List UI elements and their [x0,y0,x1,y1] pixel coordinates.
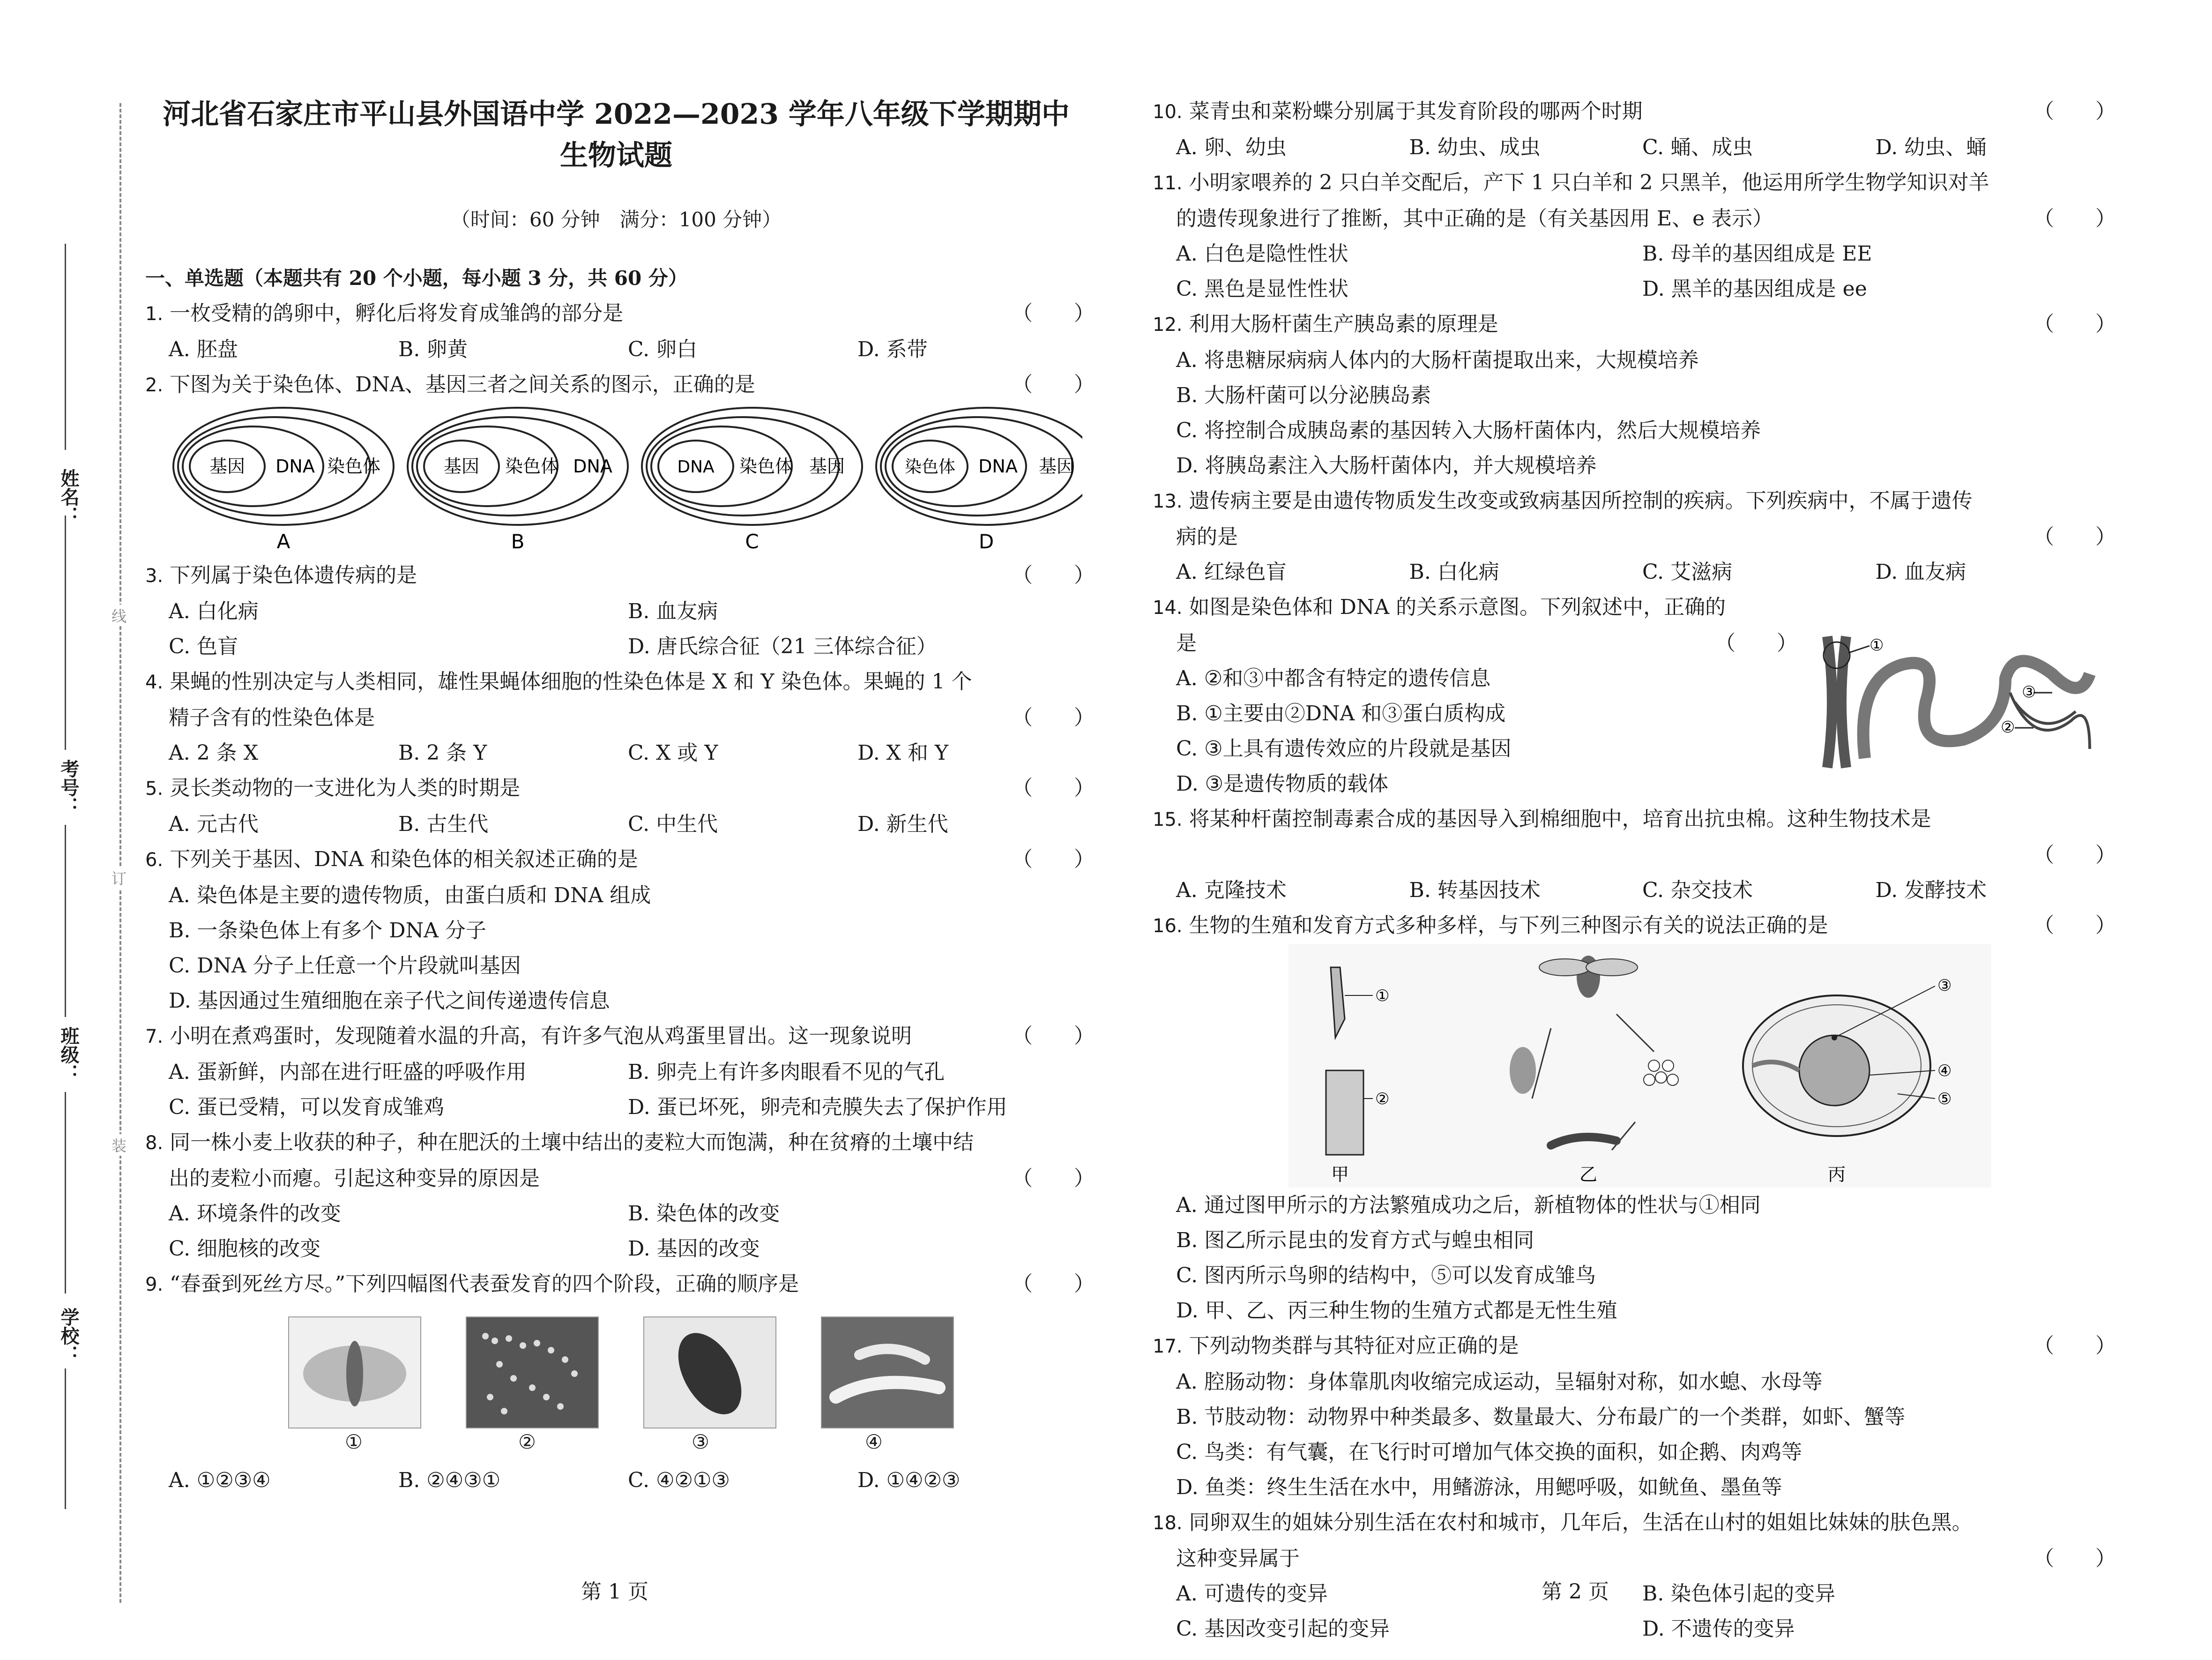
exam-title-line2: 生物试题 [560,139,672,172]
option: C. X 或 Y [628,741,718,765]
option: B. 图乙所示昆虫的发育方式与蝗虫相同 [1176,1228,1534,1252]
figure-mark: ③ [1937,976,1952,995]
q15-options [1153,873,2108,908]
option: C. ③上具有遗传效应的片段就是基因 [1176,737,1512,761]
question-16 [1153,908,2116,944]
answer-bracket: （ ） [2033,1334,2116,1358]
q3-options-row1 [145,594,1087,629]
question-text: 灵长类动物的一支进化为人类的时期是 [170,776,521,800]
question-7 [145,1018,1095,1054]
option: B. 血友病 [628,599,718,623]
option: A. 通过图甲所示的方法繁殖成功之后，新植物体的性状与①相同 [1176,1193,1761,1217]
question-4 [145,664,1087,700]
school-blank-top [65,1092,66,1294]
venn-c-middle: 染色体 [739,456,793,477]
question-number: 6. [145,849,164,871]
venn-a-inner: 基因 [209,456,246,477]
question-number: 1. [145,303,164,325]
exam-no-blank-top [65,516,66,750]
option: D. 鱼类：终生生活在水中，用鳍游泳，用鳃呼吸，如鱿鱼、墨鱼等 [1176,1475,1782,1499]
option: C. 艾滋病 [1642,560,1733,584]
binding-mark-xian: 线 [112,605,127,626]
figure-label: 丙 [1827,1164,1846,1185]
option: D. 蛋已坏死，卵壳和壳膜失去了保护作用 [628,1095,1007,1119]
photo-label: ① [345,1430,363,1453]
q9-photos [145,1302,1087,1430]
option: A. 蛋新鲜，内部在进行旺盛的呼吸作用 [169,1060,527,1084]
question-text: 一枚受精的鸽卵中，孵化后将发育成雏鸽的部分是 [170,301,624,325]
option: C. 黑色是显性性状 [1176,277,1349,301]
option: A. 腔肠动物：身体靠肌肉收缩完成运动，呈辐射对称，如水螅、水母等 [1176,1370,1823,1394]
question-2 [145,367,1095,403]
question-number: 2. [145,374,164,396]
question-1 [145,296,1095,332]
question-14-cont [1153,626,1797,661]
question-text: 同一株小麦上收获的种子，种在肥沃的土壤中结出的麦粒大而饱满，种在贫瘠的土壤中结 [170,1130,974,1154]
option: C. 卵白 [628,337,698,361]
option: A. 环境条件的改变 [169,1202,341,1226]
question-13 [1153,483,2108,519]
option: D. 甲、乙、丙三种生物的生殖方式都是无性生殖 [1176,1299,1617,1323]
option: C. ④②①③ [628,1468,730,1492]
question-number: 15. [1153,809,1183,830]
question-number: 12. [1153,314,1183,336]
figure-mark: ② [1375,1090,1390,1108]
figure-mark: ① [1375,987,1390,1005]
figure-label: 乙 [1579,1164,1598,1185]
question-number: 10. [1153,101,1183,123]
question-number: 9. [145,1274,164,1295]
q8-options-row1 [145,1196,1087,1231]
figure-mark: ④ [1937,1062,1952,1080]
question-text: 如图是染色体和 DNA 的关系示意图。下列叙述中，正确的 [1189,595,1726,619]
option: B. ①主要由②DNA 和③蛋白质构成 [1176,702,1506,725]
photo-label: ② [518,1430,536,1453]
venn-c-letter: C [745,530,759,553]
binding-margin [0,0,141,1660]
q13-options [1153,554,2108,590]
option: D. 发酵技术 [1875,878,1987,902]
option: A. 白化病 [169,599,259,623]
question-15-bracket-line [1153,837,2116,873]
venn-b-outer: DNA [573,456,612,477]
answer-bracket: （ ） [2033,99,2116,123]
q4-options [145,735,1087,770]
question-3 [145,558,1095,594]
option: B. 2 条 Y [398,741,487,765]
option: D. 基因的改变 [628,1237,760,1261]
question-number: 18. [1153,1512,1183,1534]
option: A. 克隆技术 [1176,878,1287,902]
venn-a-outer: 染色体 [327,456,381,477]
question-text: 利用大肠杆菌生产胰岛素的原理是 [1189,312,1498,336]
question-11-cont [1153,201,2116,236]
option: D. 将胰岛素注入大肠杆菌体内，并大规模培养 [1176,454,1597,478]
name-blank [65,244,66,450]
question-text: 小明家喂养的 2 只白羊交配后，产下 1 只白羊和 2 只黑羊，他运用所学生物学知识对羊 [1189,171,1989,194]
question-11 [1153,165,2108,201]
question-number: 7. [145,1026,164,1047]
binding-dashed-line [119,103,121,1603]
venn-c-inner: DNA [677,457,715,477]
option: B. 节肢动物：动物界中种类最多、数量最大、分布最广的一个类群，如虾、蟹等 [1176,1405,1906,1429]
question-5 [145,770,1095,807]
question-text: 同卵双生的姐妹分别生活在农村和城市，几年后，生活在山村的姐姐比妹妹的肤色黑。 [1189,1510,1973,1534]
option: A. 元古代 [169,812,259,836]
option: C. 杂交技术 [1642,878,1753,902]
option: B. 转基因技术 [1409,878,1541,902]
option: C. 蛋已受精，可以发育成雏鸡 [169,1095,445,1119]
venn-d-letter: D [978,530,994,553]
diagram-mark: ① [1869,636,1884,655]
figure-label: 甲 [1331,1164,1349,1185]
option: B. 一条染色体上有多个 DNA 分子 [169,919,486,942]
q1-options [145,332,1087,367]
question-8-cont [145,1161,1095,1196]
question-number: 8. [145,1132,164,1154]
question-8 [145,1125,1087,1161]
option: C. 蛹、成虫 [1642,135,1753,159]
option: B. 卵黄 [398,337,468,361]
answer-bracket: （ ） [1012,1166,1095,1190]
question-18-cont [1153,1541,2116,1576]
option: B. 古生代 [398,812,489,836]
option: C. 细胞核的改变 [169,1237,321,1261]
option: B. 幼虫、成虫 [1409,135,1541,159]
answer-bracket: （ ） [2033,1547,2116,1570]
exam-title-line1: 河北省石家庄市平山县外国语中学 2022—2023 学年八年级下学期期中 [163,98,1070,131]
answer-bracket: （ ） [2033,843,2116,867]
answer-bracket: （ ） [1715,631,1797,655]
option: D. 血友病 [1875,560,1966,584]
question-text: 小明在煮鸡蛋时，发现随着水温的升高，有许多气泡从鸡蛋里冒出。这一现象说明 [170,1024,912,1048]
question-15 [1153,801,2108,837]
question-text: 生物的生殖和发育方式多种多样，与下列三种图示有关的说法正确的是 [1189,913,1828,937]
option: A. 白色是隐性性状 [1176,242,1348,266]
q16-figures [1288,944,1991,1188]
option: D. 幼虫、蛹 [1875,135,1987,159]
venn-b-letter: B [511,530,525,553]
answer-bracket: （ ） [1012,706,1095,730]
exam-subtitle: （时间：60 分钟 满分：100 分钟） [450,208,782,231]
question-text-cont: 这种变异属于 [1176,1547,1300,1570]
photo-label: ④ [865,1430,883,1453]
option: C. DNA 分子上任意一个片段就叫基因 [169,954,521,978]
q18-options-row1 [1153,1576,2108,1611]
option: D. 黑羊的基因组成是 ee [1642,277,1867,301]
silkmoth-photo [288,1316,421,1428]
answer-bracket: （ ） [1012,563,1095,587]
question-12 [1153,307,2116,343]
question-text: 下列关于基因、DNA 和染色体的相关叙述正确的是 [170,847,638,871]
option: B. ②④③① [398,1468,501,1492]
question-number: 17. [1153,1336,1183,1357]
question-text: 遗传病主要是由遗传物质发生改变或致病基因所控制的疾病。下列疾病中，不属于遗传 [1189,489,1973,513]
option: A. 染色体是主要的遗传物质，由蛋白质和 DNA 组成 [169,883,651,907]
figure-mark: ⑤ [1937,1090,1952,1108]
answer-bracket: （ ） [1012,847,1095,871]
question-14-block [1153,590,2108,801]
option: A. 2 条 X [169,741,259,765]
chromosome-dna-diagram [1809,608,2099,786]
q8-options-row2 [145,1231,1087,1266]
q10-options [1153,130,2108,165]
option: C. 鸟类：有气囊，在飞行时可增加气体交换的面积，如企鹅、肉鸡等 [1176,1440,1802,1464]
question-text: 下列动物类群与其特征对应正确的是 [1189,1334,1519,1358]
question-text-cont: 出的麦粒小而瘪。引起这种变异的原因是 [169,1166,540,1190]
option: D. 新生代 [857,812,948,836]
q2-venn-diagrams [145,403,1082,558]
option: D. ①④②③ [857,1468,961,1492]
question-13-cont [1153,519,2116,554]
q3-options-row2 [145,629,1087,664]
page-number-1: 第 1 页 [581,1580,648,1604]
exam-no-label: 考号： [58,759,80,815]
question-number: 13. [1153,491,1183,512]
option: A. ①②③④ [169,1468,271,1492]
answer-bracket: （ ） [1012,301,1095,325]
venn-c-outer: 基因 [809,456,845,477]
option: C. 图丙所示鸟卵的结构中，⑤可以发育成雏鸟 [1176,1264,1596,1287]
option: A. ②和③中都含有特定的遗传信息 [1176,666,1491,690]
silkworm-larva-photo [821,1316,954,1428]
question-18 [1153,1505,2108,1541]
class-blank-top [65,825,66,1017]
answer-bracket: （ ） [2033,913,2116,937]
q7-options-row1 [145,1054,1087,1090]
option: C. 将控制合成胰岛素的基因转入大肠杆菌体内，然后大规模培养 [1176,419,1761,442]
answer-bracket: （ ） [2033,525,2116,549]
page-1 [145,94,1095,1498]
question-number: 5. [145,778,164,800]
venn-d-middle: DNA [978,456,1018,477]
question-text: “春蚕到死丝方尽。”下列四幅图代表蚕发育的四个阶段，正确的顺序是 [170,1272,799,1296]
option: D. X 和 Y [857,741,949,765]
question-text: 菜青虫和菜粉蝶分别属于其发育阶段的哪两个时期 [1189,99,1643,123]
diagram-mark: ③ [2022,683,2036,702]
question-14 [1153,590,1790,626]
venn-a-letter: A [276,530,290,553]
option: A. 可遗传的变异 [1176,1582,1328,1606]
option: A. 卵、幼虫 [1176,135,1287,159]
option: B. 母羊的基因组成是 EE [1642,242,1872,266]
q5-options [145,807,1087,842]
option: D. 不遗传的变异 [1642,1617,1795,1641]
option: C. 中生代 [628,812,718,836]
answer-bracket: （ ） [1012,776,1095,800]
option: B. 卵壳上有许多肉眼看不见的气孔 [628,1060,945,1084]
option: A. 红绿色盲 [1176,560,1287,584]
q11-options-row1 [1153,236,2108,271]
venn-b-middle: 染色体 [505,456,559,477]
silkworm-pupa-photo [643,1316,776,1428]
option: C. 基因改变引起的变异 [1176,1617,1390,1641]
binding-mark-zhuang: 装 [112,1134,127,1156]
question-text: 将某种杆菌控制毒素合成的基因导入到棉细胞中，培育出抗虫棉。这种生物技术是 [1189,807,1931,831]
binding-mark-ding: 订 [112,867,127,889]
option: B. 大肠杆菌可以分泌胰岛素 [1176,383,1431,407]
question-text-cont: 是 [1176,631,1197,655]
option: D. 系带 [857,337,928,361]
diagram-mark: ② [2001,718,2015,737]
photo-label: ③ [692,1430,709,1453]
question-text-cont: 的遗传现象进行了推断，其中正确的是（有关基因用 E、e 表示） [1176,207,1773,231]
question-text-cont: 病的是 [1176,525,1238,549]
venn-d-outer: 基因 [1038,456,1075,477]
answer-bracket: （ ） [2033,312,2116,336]
question-text: 下图为关于染色体、DNA、基因三者之间关系的图示，正确的是 [170,373,755,396]
venn-d-inner: 染色体 [904,457,956,477]
option: C. 色盲 [169,635,238,658]
question-text: 下列属于染色体遗传病的是 [170,563,417,587]
answer-bracket: （ ） [1012,1272,1095,1296]
q9-photo-labels [145,1430,1087,1453]
name-label: 姓名： [58,469,80,525]
question-text: 果蝇的性别决定与人类相同，雄性果蝇体细胞的性染色体是 X 和 Y 染色体。果蝇的 1 个 [170,670,972,694]
question-4-cont [145,700,1095,735]
question-number: 14. [1153,597,1183,619]
question-number: 4. [145,672,164,693]
class-label: 班级： [58,1026,80,1083]
option: A. 将患糖尿病病人体内的大肠杆菌提取出来，大规模培养 [1176,348,1699,372]
venn-b-inner: 基因 [443,456,480,477]
question-text-cont: 精子含有的性染色体是 [169,706,375,730]
q9-options [145,1463,1087,1498]
school-label: 学校： [58,1308,80,1364]
question-number: 16. [1153,915,1183,937]
answer-bracket: （ ） [2033,207,2116,231]
silkworm-eggs-photo [466,1316,599,1428]
option: B. 染色体引起的变异 [1642,1582,1836,1606]
question-number: 3. [145,565,164,587]
question-6 [145,842,1095,878]
question-17 [1153,1328,2116,1364]
q18-options-row2 [1153,1611,2108,1646]
option: D. 基因通过生殖细胞在亲子代之间传递遗传信息 [169,989,610,1013]
venn-a-middle: DNA [276,456,315,477]
option: A. 胚盘 [169,337,238,361]
answer-bracket: （ ） [1012,373,1095,396]
option: D. 唐氏综合征（21 三体综合征） [628,635,937,658]
answer-bracket: （ ） [1012,1024,1095,1048]
question-number: 11. [1153,172,1183,194]
page-number-2: 第 2 页 [1542,1580,1609,1604]
option: D. ③是遗传物质的载体 [1176,772,1389,796]
section-heading: 一、单选题（本题共有 20 个小题，每小题 3 分，共 60 分） [145,267,688,290]
q7-options-row2 [145,1090,1087,1125]
option: B. 染色体的改变 [628,1202,780,1226]
question-9 [145,1266,1095,1302]
page-2 [1153,94,2116,1646]
school-blank-bottom [65,1368,66,1509]
q11-options-row2 [1153,271,2108,307]
option: B. 白化病 [1409,560,1499,584]
question-10 [1153,94,2116,130]
